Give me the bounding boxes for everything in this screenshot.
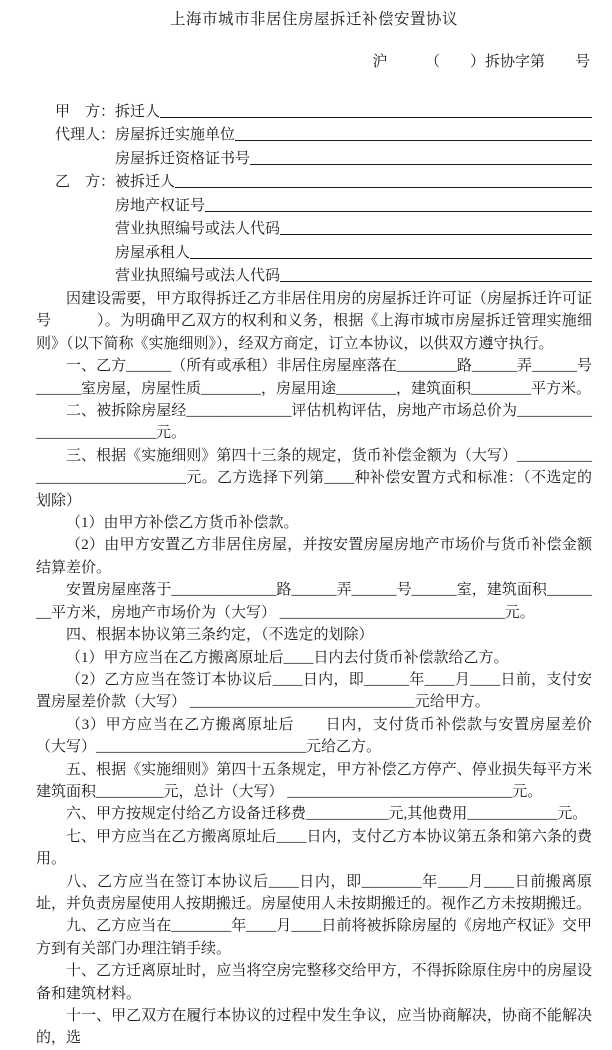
blank-line (205, 211, 592, 212)
party-field: 营业执照编号或法人代码 (115, 221, 281, 237)
party-row-tenant (55, 238, 592, 262)
party-row-license-no-2 (55, 262, 592, 286)
clause-3-item-2: （2）由甲方安置乙方非居住房屋，并按安置房屋房地产市场价与货币补偿金额结算差价。 (36, 537, 592, 576)
blank-line (175, 187, 592, 188)
intro-paragraph: 因建设需要，甲方取得拆迁乙方非居住用房的房屋拆迁许可证（房屋拆迁许可证号 ）。为明确甲乙双方的权利和义务，根据《上海市城市房屋拆迁管理实施细则》（以下简称《实施细则》），经双方商定，订立本协议，以供双方遵守执行。 (36, 291, 592, 352)
document-title: 上海市城市非居住房屋拆迁补偿安置协议 (169, 11, 458, 28)
parties-block (55, 97, 592, 285)
clause-3: 三、根据《实施细则》第四十三条的规定，货币补偿金额为（大写）____​____​____​____​____​____​____​__​元。乙方选择下列第____种补偿安置方式和标准：（不选定的划除） (36, 447, 592, 509)
party-field: 房屋拆迁实施单位 (115, 127, 236, 143)
party-row-demolisher (55, 97, 592, 121)
party-label: 代理人： (55, 127, 116, 143)
clause-2: 二、被拆除房屋经______________评估机构评估，房地产市场总价为____​____​____​____​____​____​__​元。 (36, 403, 592, 442)
clause-4-item-3: （3）甲方应当在乙方搬离原址后 日内，支付货币补偿款与安置房屋差价（大写）____​____​____​____​____​____​____​元给乙方。 (36, 716, 592, 756)
party-row-license-no-1 (55, 215, 592, 239)
blank-line (250, 164, 592, 165)
clause-10: 十、乙方迁离原址时，应当将空房完整移交给甲方，不得拆除原住房中的房屋设备和建筑材料。 (36, 963, 592, 1002)
party-field: 拆迁人 (115, 103, 161, 120)
clause-4-item-2: （2）乙方应当在签订本协议后____日内，即______年____月____日前，支付安置房屋差价款（大写） ____​____​____​____​____​____​____​__​元给甲方。 (36, 671, 592, 711)
clause-7: 七、甲方应当在乙方搬离原址后____日内，支付乙方本协议第五条和第六条的费用。 (36, 828, 592, 868)
clause-3-item-1: （1）由甲方补偿乙方货币补偿款。 (66, 515, 299, 532)
blank-line (160, 117, 592, 118)
party-field: 营业执照编号或法人代码 (115, 268, 281, 284)
clause-9: 九、乙方应当在________年____月____日前将被拆除房屋的《房地产权证》交甲方到有关部门办理注销手续。 (36, 918, 592, 957)
clause-3-resettlement-house: 安置房屋座落于______________路______弄______号______室，建筑面积________平方米，房地产市场价为（大写） ____​____​____​____​____​____​____​__​元。 (36, 582, 592, 621)
party-field: 被拆迁人 (115, 174, 176, 190)
agreement-body (36, 288, 592, 1050)
clause-11: 十一、甲乙双方在履行本协议的过程中发生争议，应当协商解决，协商不能解决的，选 (36, 1008, 592, 1047)
party-label: 甲 方： (55, 103, 116, 120)
clause-6: 六、甲方按规定付给乙方设备迁移费___________元,其他费用____________元。 (66, 806, 588, 823)
party-row-agent (55, 121, 592, 145)
party-field: 房地产权证号 (115, 197, 206, 214)
blank-line (235, 140, 592, 141)
clause-5: 五、根据《实施细则》第四十五条规定，甲方补偿乙方停产、停业损失每平方米建筑面积_________元，总计（大写） ____​____​____​____​____​____​____​__​元。 (36, 761, 592, 800)
party-label: 乙 方： (55, 174, 116, 190)
blank-line (280, 234, 592, 235)
clause-1: 一、乙方______（所有或承租）非居住房屋座落在________路______弄______号______室房屋，房屋性质________，房屋用途________，建筑面积________平方米。 (36, 358, 592, 397)
clause-4-item-1: （1）甲方应当在乙方搬离原址后____日内去付货币补偿款给乙方。 (66, 649, 509, 666)
blank-line (190, 258, 592, 259)
clause-8: 八、乙方应当在签订本协议后____日内，即________年____月____日前搬离原址，并负责房屋使用人按期搬迁。房屋使用人未按期搬迁的。视作乙方未按期搬迁。 (36, 873, 592, 912)
party-field: 房屋拆迁资格证书号 (115, 150, 251, 167)
party-row-qualification-no (55, 144, 592, 168)
party-row-property-cert-no (55, 191, 592, 215)
document-number: 沪 （ ）拆协字第 号 (372, 54, 590, 70)
clause-4: 四、根据本协议第三条约定，（不选定的划除） (66, 627, 374, 644)
party-row-demolished (55, 168, 592, 192)
party-field: 房屋承租人 (115, 244, 191, 261)
blank-line (280, 281, 592, 282)
